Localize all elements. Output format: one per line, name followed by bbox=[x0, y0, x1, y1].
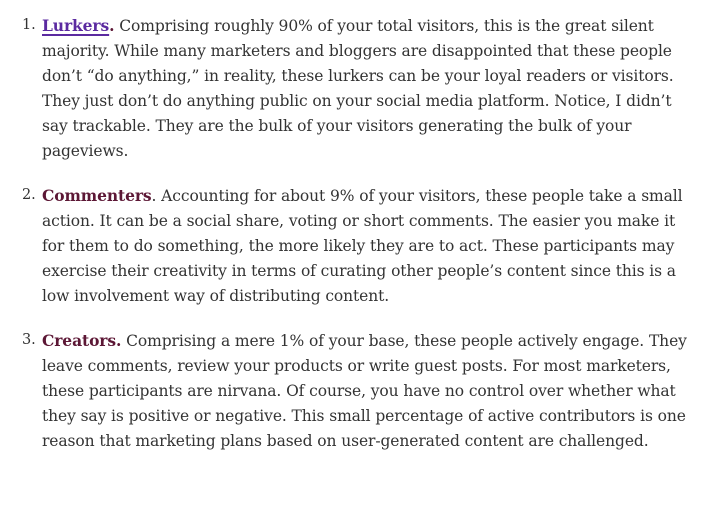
list-number: 1. bbox=[22, 17, 36, 33]
term-creators: Creators. bbox=[42, 331, 122, 350]
list-item-creators bbox=[22, 328, 701, 454]
list-number: 3. bbox=[22, 332, 36, 348]
item-description: Accounting for about 9% of your visitors, these people take a small action. It can be a social share, voting or short comments. The easier you make it for them to do something, the more likely they are to act. These participants may exercise their creativity in terms of curating other people’s content since this is a low involvement way of distributing content. bbox=[42, 187, 683, 305]
list-item-commenters bbox=[22, 183, 701, 309]
term-commenters: Commenters bbox=[42, 186, 152, 205]
term-period: . bbox=[109, 16, 115, 35]
list-item-lurkers bbox=[22, 13, 701, 164]
list-number: 2. bbox=[22, 187, 36, 203]
item-description: Comprising roughly 90% of your total visitors, this is the great silent majority. While many marketers and bloggers are disappointed that these people don’t “do anything,” in reality, these lurkers can be your loyal readers or visitors. They just don’t do anything public on your social media platform. Notice, I didn’t say trackable. They are the bulk of your visitors generating the bulk of your pageviews. bbox=[42, 17, 674, 160]
lurkers-link[interactable]: Lurkers bbox=[42, 16, 110, 35]
term-period: . bbox=[151, 187, 157, 205]
item-description: Comprising a mere 1% of your base, these people actively engage. They leave comments, review your products or write guest posts. For most marketers, these participants are nirvana. Of course, you have no control over whether what they say is positive or negative. This small percentage of active contributors is one reason that marketing plans based on user-generated content are challenged. bbox=[42, 332, 687, 450]
